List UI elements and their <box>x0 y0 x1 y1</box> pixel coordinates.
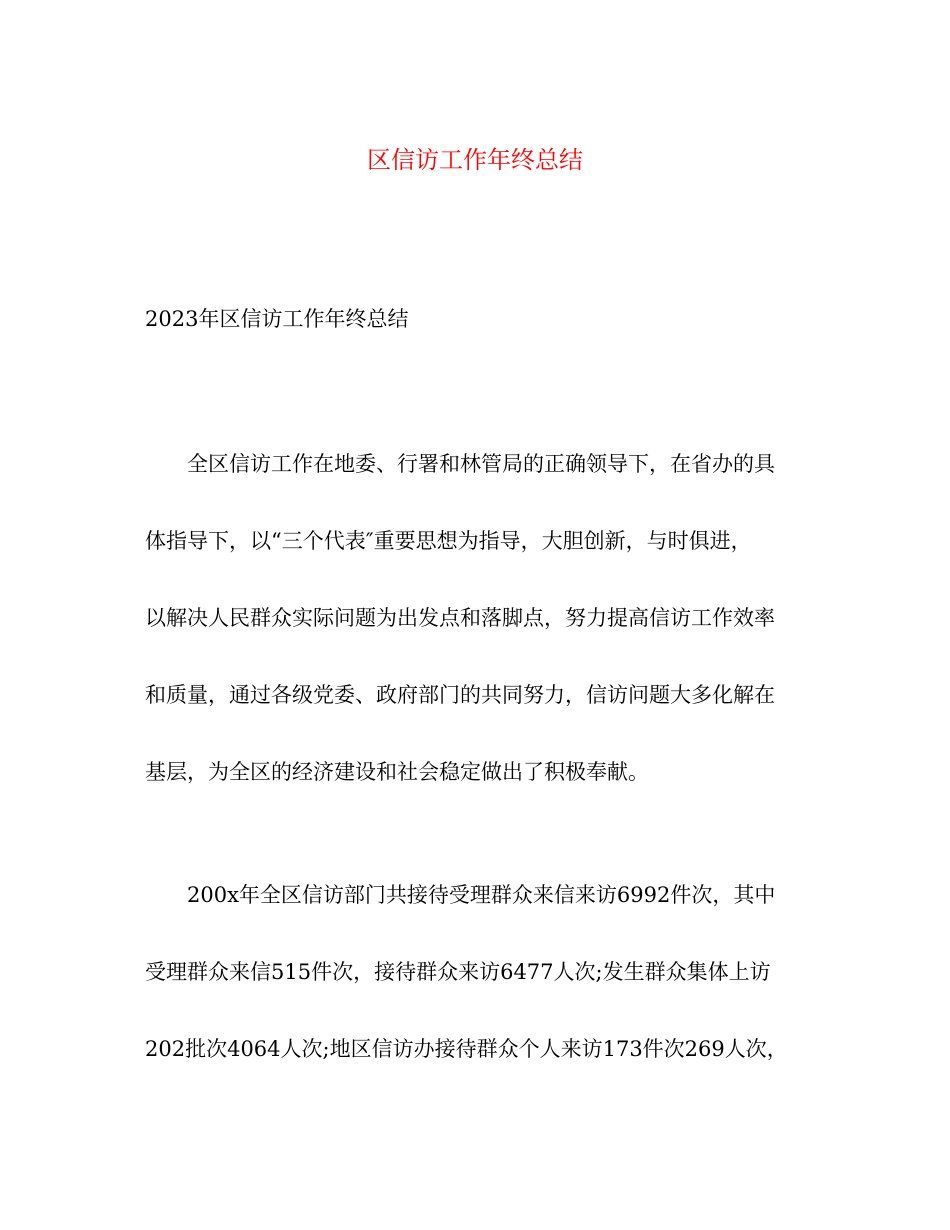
paragraph-line: 受理群众来信515件次，接待群众来访6477人次;发生群众集体上访 <box>145 960 771 984</box>
paragraph-line: 以解决人民群众实际问题为出发点和落脚点，努力提高信访工作效率 <box>145 606 775 630</box>
document-subtitle: 2023年区信访工作年终总结 <box>145 307 409 331</box>
document-title: 区信访工作年终总结 <box>367 146 583 174</box>
paragraph-line: 全区信访工作在地委、行署和林管局的正确领导下，在省办的具 <box>187 452 775 476</box>
paragraph-line: 基层，为全区的经济建设和社会稳定做出了积极奉献。 <box>145 760 649 784</box>
paragraph-line: 200x年全区信访部门共接待受理群众来信来访6992件次，其中 <box>187 883 776 907</box>
paragraph-line: 体指导下，以“三个代表″重要思想为指导，大胆创新，与时俱进， <box>145 529 752 553</box>
paragraph-line: 和质量，通过各级党委、政府部门的共同努力，信访问题大多化解在 <box>145 683 775 707</box>
paragraph-line: 202批次4064人次;地区信访办接待群众个人来访173件次269人次， <box>145 1037 788 1061</box>
